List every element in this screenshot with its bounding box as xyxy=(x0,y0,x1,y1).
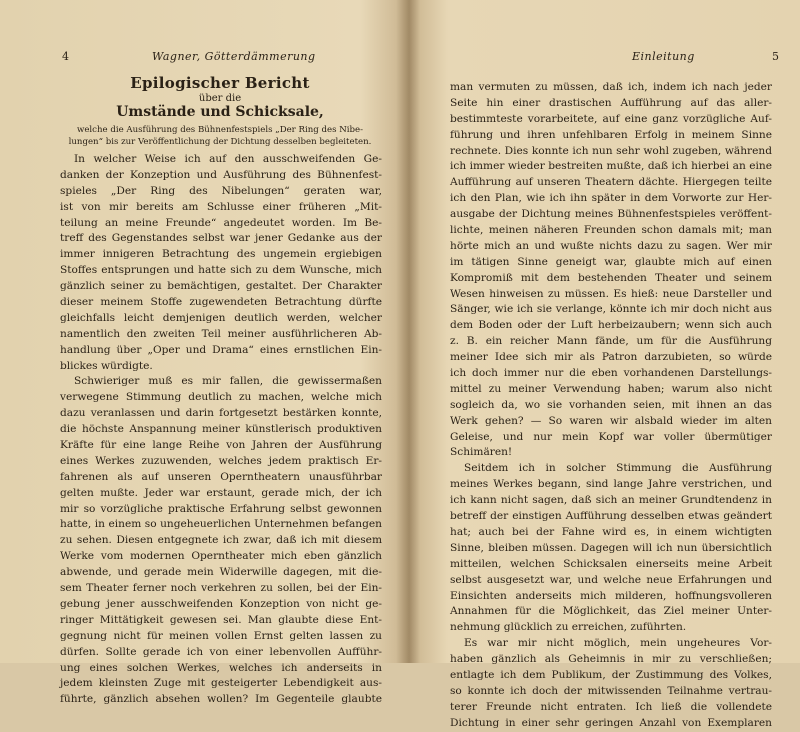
left-page xyxy=(0,0,400,706)
text-line: jedem kleinsten Zuge mit gesteigerter Lebendigkeit aus- xyxy=(60,677,382,690)
text-line: blickes würdigte. xyxy=(60,359,153,372)
running-title: Wagner, Götterdämmerung xyxy=(152,50,316,63)
text-line: Annahmen für die Möglichkeit, das Ziel meiner Unter- xyxy=(450,605,772,618)
page-number: 5 xyxy=(772,50,780,63)
text-line: Schwieriger muß es mir fallen, die gewissermaßen xyxy=(74,375,382,388)
text-line: führte, gänzlich absehen wollen? Im Gegenteile glaubte xyxy=(60,693,382,706)
text-line: Es war mir nicht möglich, mein ungeheures Vor- xyxy=(464,637,772,650)
text-line: führung und ihren unfehlbaren Erfolg in meinem Sinne xyxy=(450,128,772,141)
text-line: dem Boden oder der Luft herbeizaubern; wenn sich auch xyxy=(450,319,772,332)
text-line: Werk gehen? — So waren wir alsbald wieder im alten xyxy=(450,414,772,427)
text-line: bestimmteste vorarbeitete, auf eine ganz vorzügliche Auf- xyxy=(450,112,772,125)
running-title: Einleitung xyxy=(632,50,695,63)
text-line: Seitdem ich in solcher Stimmung die Ausführung xyxy=(464,462,772,475)
text-line: Schimären! xyxy=(450,446,513,459)
chapter-heading-small: über die xyxy=(198,93,242,104)
text-line: mittel zu meiner Verwendung haben; warum also nicht xyxy=(450,382,772,395)
text-line: meines Werkes begann, sind lange Jahre verstrichen, und xyxy=(450,478,772,491)
text-line: sogleich da, wo sie vorhanden seien, mit ihnen an das xyxy=(450,398,772,411)
text-line: Seite hin einer drastischen Aufführung auf das aller- xyxy=(450,96,772,109)
text-line: fahrenen als auf unseren Operntheatern unausführbar xyxy=(60,470,382,483)
text-line: ung eines solchen Werkes, welches ich anderseits in xyxy=(60,661,382,674)
text-line: danken der Konzeption und Ausführung des Bühnenfest- xyxy=(60,168,382,181)
text-line: dürfen. Sollte gerade ich von einer lebenvollen Aufführ- xyxy=(60,645,382,658)
text-line: abwende, und gerade mein Widerwille dagegen, mit die- xyxy=(60,566,382,579)
text-line: Kompromiß mit dem bestehenden Theater und seinem xyxy=(450,271,772,284)
text-line: namentlich den zweiten Teil meiner ausführlicheren Ab- xyxy=(60,327,382,340)
text-line: Sinne, bleiben müssen. Dagegen will ich nun übersichtlich xyxy=(450,541,772,554)
text-line: so konnte ich doch der mitwissenden Teilnahme vertrau- xyxy=(450,684,772,697)
text-line: Kräfte für eine lange Reihe von Jahren der Ausführung xyxy=(60,439,382,452)
text-line: spieles „Der Ring des Nibelungen“ geraten war, xyxy=(60,184,382,197)
text-line: ich den Plan, wie ich ihn später in dem Vorworte zur Her- xyxy=(450,192,772,205)
text-line: nehmung glücklich zu erreichen, zuführten. xyxy=(450,621,687,634)
text-line: ich doch immer nur die eben vorhandenen Darstellungs- xyxy=(450,367,772,380)
text-line: gebung jener ausschweifenden Konzeption von nicht ge- xyxy=(60,597,382,610)
text-line: meiner Idee sich mir als Patron darzubieten, so würde xyxy=(450,351,772,364)
text-line: betreff der einstigen Aufführung desselben etwas geändert xyxy=(450,510,772,523)
subheading-note: welche die Ausführung des Bühnenfestspiels „Der Ring des Nibe- xyxy=(76,125,363,135)
text-line: entlagte ich dem Publikum, der Zustimmung des Volkes, xyxy=(450,668,772,681)
right-page xyxy=(420,0,800,729)
text-line: In welcher Weise ich auf den ausschweifenden Ge- xyxy=(74,153,382,165)
text-line: rechnete. Dies konnte ich nun sehr wohl zugeben, während xyxy=(450,144,772,157)
text-line: Geleise, und nur mein Kopf war voller übermütiger xyxy=(450,430,772,443)
text-line: sem Theater ferner noch verkehren zu sollen, bei der Ein- xyxy=(60,582,382,595)
text-line: die höchste Anspannung meiner künstlerisch produktiven xyxy=(60,423,382,436)
text-line: ich kann nicht sagen, daß sich an meiner Grundtendenz in xyxy=(450,494,772,507)
body-text xyxy=(60,152,382,708)
text-line: Werke vom modernen Operntheater mich eben gänzlich xyxy=(60,550,382,563)
text-line: Stoffes entsprungen und hatte sich zu dem Wunsche, mich xyxy=(60,264,382,277)
text-line: Aufführung auf unseren Theatern dächte. Hiergegen teilte xyxy=(450,176,772,189)
text-line: z. B. ein reicher Mann fände, um für die Ausführung xyxy=(450,335,772,348)
text-line: dazu veranlassen und darin fortgesetzt bestärken konnte, xyxy=(60,407,382,420)
text-line: Sänger, wie ich sie verlange, könnte ich mir doch nicht aus xyxy=(450,303,772,316)
text-line: ausgabe der Dichtung meines Bühnenfestspieles veröffent- xyxy=(450,208,772,221)
page-number: 4 xyxy=(62,50,70,63)
text-line: ringer Mittätigkeit gewesen sei. Man glaubte diese Ent- xyxy=(60,613,382,626)
text-line: haben gänzlich als Geheimnis in mir zu verschließen; xyxy=(450,653,772,666)
text-line: verwegene Stimmung deutlich zu machen, welche mich xyxy=(60,391,382,404)
text-line: eines Werkes zuzuwenden, welches jedem praktisch Er- xyxy=(60,454,382,467)
text-line: ich immer wieder bestreiten mußte, daß ich hierbei an eine xyxy=(450,160,772,173)
text-line: mir so vorzügliche praktische Erfahrung selbst gewonnen xyxy=(60,502,382,515)
text-line: hatte, in einem so ungeheuerlichen Unternehmen befangen xyxy=(60,518,382,531)
text-line: hat; auch bei der Fahne wird es, in einem wichtigten xyxy=(450,525,772,538)
text-line: zu sehen. Diesen entgegnete ich zwar, daß ich mit diesem xyxy=(60,534,382,547)
text-line: terer Freunde nicht entraten. Ich ließ die vollendete xyxy=(450,700,772,713)
chapter-heading: Epilogischer Bericht xyxy=(130,74,310,92)
body-text xyxy=(450,80,772,732)
text-line: Einsichten anderseits mich milderen, hoffnungsvolleren xyxy=(450,589,772,602)
subheading-note: lungen“ bis zur Veröffentlichung der Dichtung desselben begleiteten. xyxy=(68,137,372,147)
text-line: gleichfalls leicht demjenigen deutlich werden, welcher xyxy=(60,311,382,324)
text-line: gänzlich seiner zu bemächtigen, gestaltet. Der Charakter xyxy=(60,280,382,293)
text-line: dieser meinem Stoffe zugewendeten Betrachtung dürfte xyxy=(60,296,382,309)
text-line: gegnung nicht für meinen vollen Ernst gelten lassen zu xyxy=(60,629,382,642)
text-line: treff des Gegenstandes selbst war jener Gedanke aus der xyxy=(60,232,382,245)
chapter-subheading: Umstände und Schicksale, xyxy=(116,104,324,120)
text-line: teilung an meine Freunde“ angedeutet worden. Im Be- xyxy=(60,216,382,229)
text-line: hörte mich an und wußte nichts dazu zu sagen. Wer mir xyxy=(450,239,772,252)
text-line: handlung über „Oper und Drama“ eines ernstlichen Ein- xyxy=(60,343,382,356)
text-line: lichte, meinen näheren Freunden schon damals mit; man xyxy=(450,224,772,237)
text-line: selbst ausgesetzt war, und welche neue Erfahrungen und xyxy=(450,573,772,586)
text-line: immer innigeren Betrachtung des ungemein ergiebigen xyxy=(60,248,382,261)
text-line: im tätigen Sinne geneigt war, glaubte mich auf einen xyxy=(450,255,772,268)
text-line: mitteilen, welchen Schicksalen einerseits meine Arbeit xyxy=(450,557,772,570)
text-line: gelten mußte. Jeder war erstaunt, gerade mich, der ich xyxy=(60,486,382,499)
text-line: Dichtung in einer sehr geringen Anzahl von Exemplaren xyxy=(450,716,772,729)
text-line: ist von mir bereits am Schlusse einer früheren „Mit- xyxy=(60,200,382,213)
text-line: man vermuten zu müssen, daß ich, indem ich nach jeder xyxy=(450,81,772,93)
text-line: Wesen hinweisen zu müssen. Es hieß: neue Darsteller und xyxy=(450,287,772,300)
